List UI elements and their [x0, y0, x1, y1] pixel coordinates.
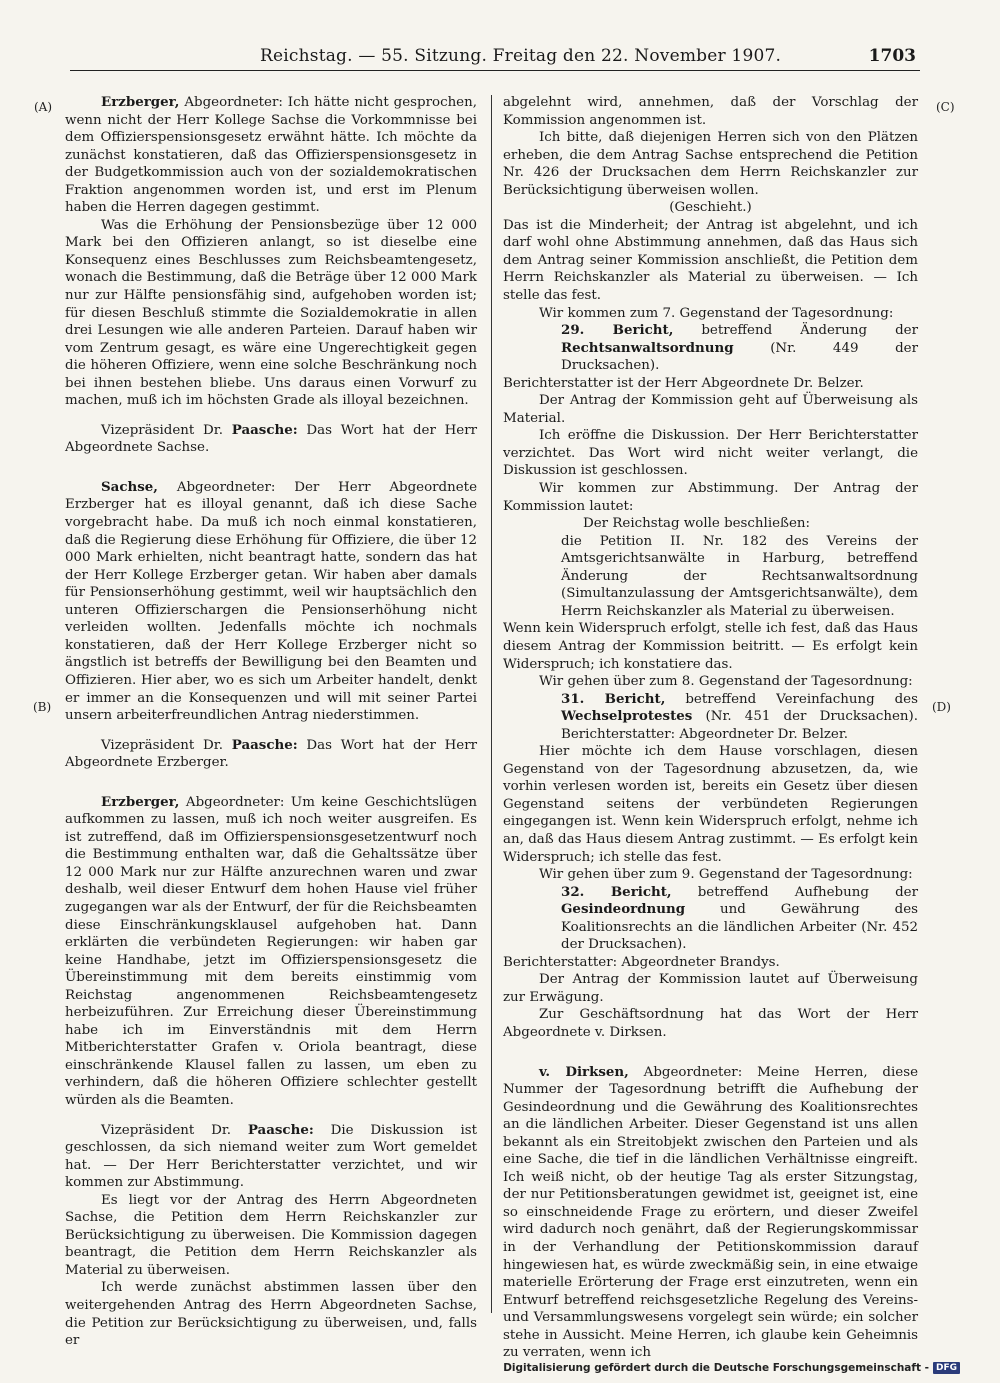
margin-marker-b: (B)	[33, 700, 52, 714]
speaker-name: Paasche:	[231, 736, 298, 753]
paragraph: Sachse, Abgeordneter: Der Herr Abgeordnete Erzberger hat es illoyal genannt, daß ich diese Sache vorgebracht habe. Da muß ich noch einmal konstatieren, daß die Regierung diese Erhöhung für Offiziere, die über 12 000 Mark erhielten, nicht beantragt hatte, sondern das hat der Herr Kollege Erzberger getan. Wir haben aber damals für Pensionserhöhung gestimmt, weil wir hauptsächlich den unteren Offizierschargen die Pensionserhöhung nicht verleiden wollten. Jedenfalls möchte ich nochmals konstatieren, daß der Herr Kollege Erzberger nicht so ängstlich ist betreffs der Bewilligung bei den Beamten und Offizieren. Hier aber, wo es sich um Arbeiter handelt, denkt er immer an die Konsequenzen und will mit seiner Partei unsern arbeiterfreundlichen Antrag niederstimmen.	[65, 478, 477, 724]
paragraph: Das ist die Minderheit; der Antrag ist abgelehnt, und ich darf wohl ohne Abstimmung annehmen, daß das Haus sich dem Antrag seiner Kommission anschließt, die Petition dem Herrn Reichskanzler als Material zu überweisen. — Ich stelle das fest.	[503, 217, 918, 304]
paragraph: Wir gehen über zum 9. Gegenstand der Tagesordnung:	[539, 867, 913, 883]
speaker-name: Erzberger,	[101, 94, 180, 110]
paragraph: Zur Geschäftsordnung hat das Wort der Herr Abgeordnete v. Dirksen.	[503, 1007, 918, 1040]
column-divider	[491, 95, 492, 1313]
speaker-name: Paasche:	[231, 421, 298, 438]
paragraph: Wir kommen zum 7. Gegenstand der Tagesordnung:	[539, 305, 894, 321]
agenda-item: 31. Bericht, betreffend Vereinfachung des Wechselprotestes (Nr. 451 der Drucksachen). Berichterstatter: Abgeordneter Dr. Belzer.	[561, 690, 918, 742]
page-header	[70, 42, 920, 71]
paragraph: Vizepräsident Dr. Paasche: Die Diskussion ist geschlossen, da sich niemand weiter zum Wort gemeldet hat. — Der Herr Berichterstatter verzichtet, und wir kommen zur Abstimmung.	[65, 1121, 477, 1191]
paragraph: Berichterstatter: Abgeordneter Brandys.	[503, 954, 780, 970]
paragraph: Hier möchte ich dem Hause vorschlagen, diesen Gegenstand von der Tagesordnung abzusetzen, da, wie vorhin verlesen worden ist, bereits ein Gesetz über diesen Gegenstand seitens der verbündeten Regierungen eingegangen ist. Wenn kein Widerspruch erfolgt, nehme ich an, daß das Haus diesem Antrag zustimmt. — Es erfolgt kein Widerspruch; ich stelle das fest.	[503, 744, 918, 865]
speaker-name: Paasche:	[247, 1121, 314, 1138]
paragraph: Wenn kein Widerspruch erfolgt, stelle ich fest, daß das Haus diesem Antrag der Kommission beitritt. — Es erfolgt kein Widerspruch; ich konstatiere das.	[503, 621, 918, 672]
resolution-intro: Der Reichstag wolle beschließen:	[583, 516, 811, 532]
resolution-text: die Petition II. Nr. 182 des Vereins der Amtsgerichtsanwälte in Harburg, betreffend Änderung der Rechtsanwaltsordnung (Simultanzulassung der Amtsgerichtsanwälte), dem Herrn Reichskanzler als Material zu überweisen.	[561, 533, 918, 619]
paragraph: Was die Erhöhung der Pensionsbezüge über 12 000 Mark bei den Offizieren anlangt, so ist dieselbe eine Konsequenz eines Beschlusses zum Reichsbeamtengesetz, wonach die Bestimmung, daß die Beträge über 12 000 Mark nur zur Hälfte pensionsfähig sind, aufgehoben worden ist; für diesen Beschluß stimmte die Sozialdemokratie in allen drei Lesungen wie alle anderen Parteien. Darauf haben wir vom Zentrum gesagt, es wäre eine Ungerechtigkeit gegen die höheren Offiziere, wenn eine solche Beschränkung noch bei ihnen bestehen bliebe. Uns daraus einen Vorwurf zu machen, muß ich im höchsten Grade als illoyal bezeichnen.	[65, 217, 477, 409]
right-column	[503, 94, 918, 1362]
paragraph: Ich bitte, daß diejenigen Herren sich von den Plätzen erheben, die dem Antrag Sachse entsprechend die Petition Nr. 426 der Drucksachen dem Herrn Reichskanzler zur Berücksichtigung überweisen wollen.	[503, 130, 918, 198]
paragraph: Berichterstatter ist der Herr Abgeordnete Dr. Belzer.	[503, 375, 864, 391]
speaker-name: v. Dirksen,	[539, 1063, 629, 1080]
running-title: Reichstag. — 55. Sitzung. Freitag den 22. November 1907.	[260, 46, 782, 66]
speaker-name: Sachse,	[101, 478, 158, 495]
page-number: 1703	[868, 46, 916, 66]
paragraph: Es liegt vor der Antrag des Herrn Abgeordneten Sachse, die Petition dem Herrn Reichskanzler zur Berücksichtigung zu überweisen. Die Kommission dagegen beantragt, die Petition dem Herrn Reichskanzler als Material zu überweisen.	[65, 1192, 477, 1278]
margin-marker-c: (C)	[936, 100, 955, 114]
agenda-item: 32. Bericht, betreffend Aufhebung der Gesindeordnung und Gewährung des Koalitionsrechts an die ländlichen Arbeiter (Nr. 452 der Drucksachen).	[561, 883, 918, 953]
paragraph: Wir gehen über zum 8. Gegenstand der Tagesordnung:	[539, 674, 913, 690]
paragraph: Der Antrag der Kommission lautet auf Überweisung zur Erwägung.	[503, 972, 918, 1005]
digitization-footer	[503, 1362, 960, 1374]
paragraph: Vizepräsident Dr. Paasche: Das Wort hat der Herr Abgeordnete Erzberger.	[65, 736, 477, 771]
margin-marker-d: (D)	[932, 700, 951, 714]
paragraph: Erzberger, Abgeordneter: Ich hätte nicht gesprochen, wenn nicht der Herr Kollege Sachse die Vorkommnisse bei dem Offizierspensionsgesetz erwähnt hätte. Ich möchte da zunächst konstatieren, daß das Offizierspensionsgesetz in der Budgetkommission auch von der sozialdemokratischen Fraktion angenommen worden ist, und erst im Plenum haben die Herren dagegen gestimmt.	[65, 94, 477, 216]
paragraph: Der Antrag der Kommission geht auf Überweisung als Material.	[503, 393, 918, 426]
paragraph: Ich werde zunächst abstimmen lassen über den weitergehenden Antrag des Herrn Abgeordneten Sachse, die Petition zur Berücksichtigung zu überweisen, und, falls er	[65, 1280, 477, 1349]
speaker-name: Erzberger,	[101, 793, 180, 810]
paragraph: Vizepräsident Dr. Paasche: Das Wort hat der Herr Abgeordnete Sachse.	[65, 421, 477, 456]
paragraph: Wir kommen zur Abstimmung. Der Antrag der Kommission lautet:	[503, 481, 918, 514]
paragraph: Ich eröffne die Diskussion. Der Herr Berichterstatter verzichtet. Das Wort wird nicht weiter verlangt, die Diskussion ist geschlossen.	[503, 428, 918, 479]
footer-text: Digitalisierung gefördert durch die Deutsche Forschungsgemeinschaft -	[503, 1362, 929, 1374]
paragraph: Erzberger, Abgeordneter: Um keine Geschichtslügen aufkommen zu lassen, muß ich noch weiter ausgreifen. Es ist zutreffend, daß im Offizierspensionsgesetzentwurf noch die Bestimmung enthalten war, daß die Gehaltssätze über 12 000 Mark nur zur Hälfte anzurechnen waren und zwar deshalb, weil dieser Entwurf dem hohen Hause viel früher zugegangen war als der Entwurf, der für die Reichsbeamten diese Einschränkungsklausel aufgehoben hat. Dann erklärten die verbündeten Regierungen: wir haben gar keine Handhabe, jetzt im Offizierspensionsgesetz die Übereinstimmung mit dem bereits einstimmig vom Reichstag angenommenen Reichsbeamtengesetz herbeizuführen. Zur Erreichung dieser Übereinstimmung habe ich im Einverständnis mit dem Herrn Mitberichterstatter Grafen v. Oriola beantragt, diese einschränkende Klausel fallen zu lassen, um eben zu verhindern, daß die höheren Offiziere schlechter gestellt würden als die Beamten.	[65, 793, 477, 1108]
paragraph: abgelehnt wird, annehmen, daß der Vorschlag der Kommission angenommen ist.	[503, 95, 918, 128]
paragraph: v. Dirksen, Abgeordneter: Meine Herren, diese Nummer der Tagesordnung betrifft die Aufhebung der Gesindeordnung und die Gewährung des Koalitionsrechtes an die ländlichen Arbeiter. Dieser Gegenstand ist uns allen bekannt als ein Streitobjekt zwischen den Parteien und als eine Sache, die tief in die ländlichen Verhältnisse eingreift. Ich weiß nicht, ob der heutige Tag als erster Sitzungstag, der nur Petitionsberatungen gewidmet ist, geeignet ist, eine so einschneidende Frage zu erörtern, und dieser Zweifel wird dadurch noch genährt, daß der Regierungskommissar in der Verhandlung der Petitionskommission darauf hingewiesen hat, es würde zweckmäßig sein, in eine etwaige materielle Erörterung der Frage erst einzutreten, wenn ein Entwurf betreffend reichsgesetzliche Regelung des Vereins- und Versammlungswesens vorgelegt sein würde; ein solcher stehe in Aussicht. Meine Herren, ich glaube kein Geheimnis zu verraten, wenn ich	[503, 1063, 918, 1361]
margin-marker-a: (A)	[34, 100, 53, 114]
left-column	[65, 94, 477, 1350]
dfg-logo: DFG	[933, 1362, 960, 1374]
stage-direction: (Geschieht.)	[669, 200, 752, 216]
agenda-item: 29. Bericht, betreffend Änderung der Rechtsanwaltsordnung (Nr. 449 der Drucksachen).	[561, 322, 918, 374]
